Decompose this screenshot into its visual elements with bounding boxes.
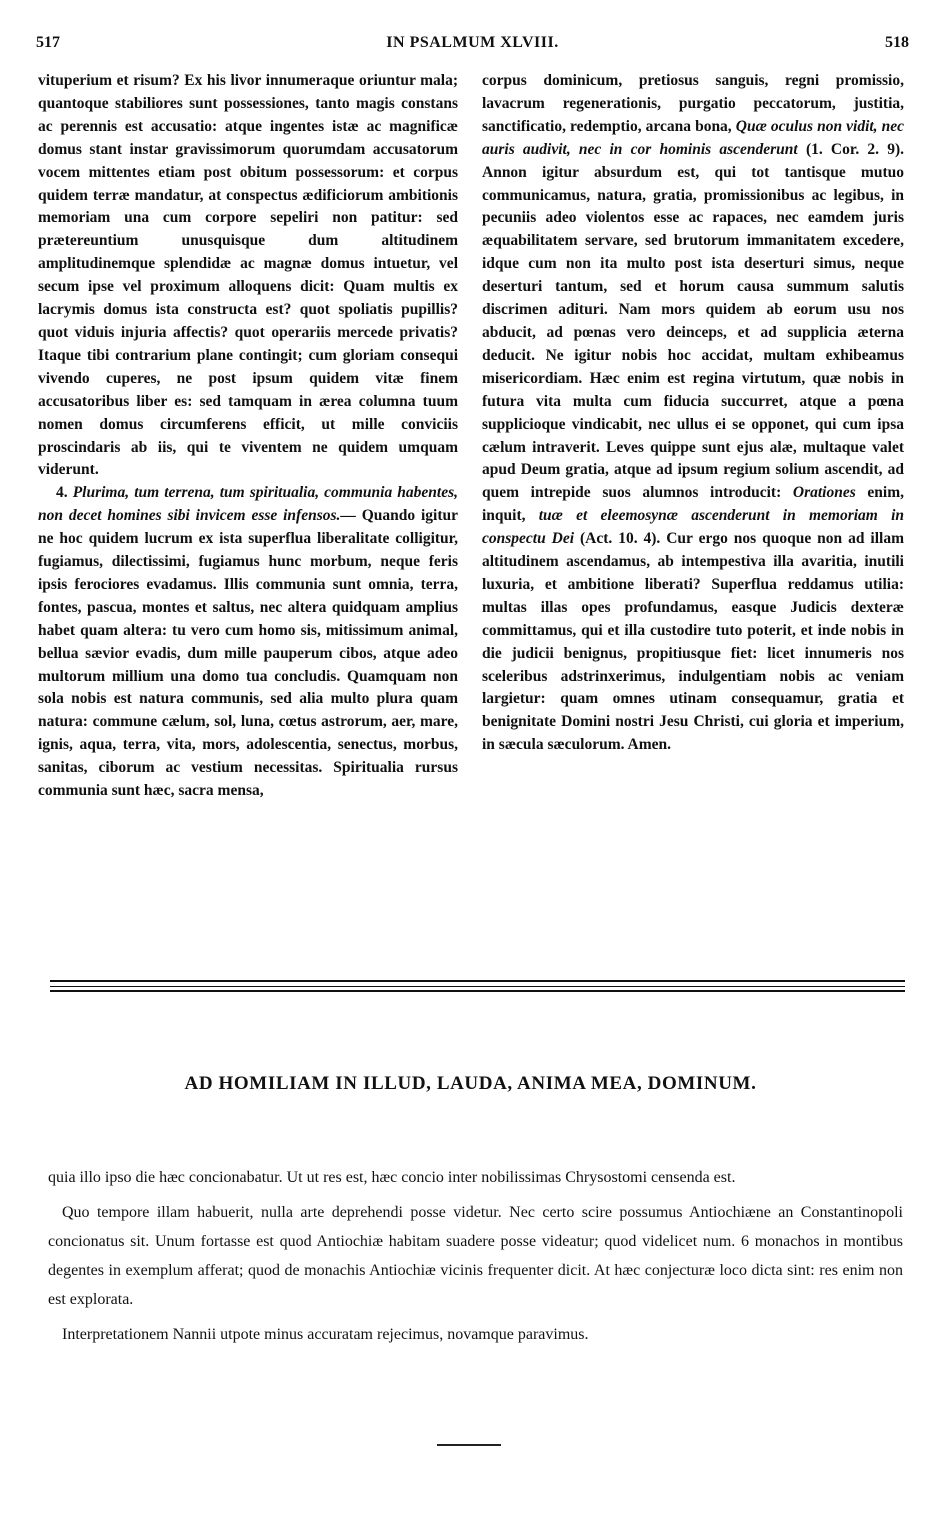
right-paragraph (482, 70, 904, 757)
scripture-quote-2: Orationes (792, 484, 856, 502)
scripture-ref-1: (1. Cor. 2. 9). (805, 140, 904, 158)
running-header (36, 34, 909, 56)
right-column (482, 70, 904, 757)
separator-rule (50, 980, 905, 982)
scripture-quote-1: Quæ oculus non vidit, nec auris audivit, nec in cor hominis ascenderunt (482, 117, 904, 158)
end-rule (437, 1444, 501, 1446)
intro-paragraph-3: Interpretationem Nannii utpote minus accuratam rejecimus, novamque paravimus. (62, 1326, 589, 1343)
section-number: 4. (56, 484, 68, 502)
scripture-quote-3: tuæ et eleemosynæ ascenderunt in memoriam in conspectu Dei (482, 507, 904, 548)
section-text: Quando igitur ne hoc quidem lucrum ex ista superflua liberalitate colligitur, fugiamus, dilectissimi, fugiamus hunc morbum, neque feris ipsis ferociores evadamus. Illis communia sunt omnia, terra, fontes, pascua, montes et saltus, nec altera quidquam amplius habet quam altera: tu vero cum homo sis, mitissimum animal, bellua sævior evadis, dum mille pauperum cibos, atque adeo multorum millium una domo tua concludis. Quamquam non sola nobis est natura communis, sed alia multo plura quam natura: commune cælum, sol, luna, cœtus astrorum, aer, mare, ignis, aqua, terra, vita, mors, adolescentia, senectus, morbus, sanitas, ciborum ac vestium necessitas. Spiritualia rursus communia sunt hæc, sacra mensa, (38, 507, 459, 800)
separator-rule (50, 990, 905, 992)
page-number-left: 517 (36, 34, 60, 51)
right-text-1: corpus dominicum, pretiosus sanguis, regni promissio, lavacrum regenerationis, purgatio peccatorum, justitia, sanctificatio, redemptio, arcana bona, (482, 72, 904, 135)
separator-rule (50, 986, 905, 987)
intro-paragraph-1: quia illo ipso die hæc concionabatur. Ut ut res est, hæc concio inter nobilissimas Chrysostomi censenda est. (48, 1169, 736, 1186)
right-text-2: Annon igitur absurdum est, qui tot tantisque mutuo communicamus, natura, gratia, promissionibus ac legibus, in pecuniis adeo violentos esse ac rapaces, nec eamdem juris æquabilitatem servare, sed brutorum immanitatem excedere, idque cum non ita multo post ista deserturi simus, neque deserturi tantum, sed et horum causa summum salutis discrimen adituri. Nam mors quidem ab eorum usu nos abducit, ad pœnas vero deinceps, et ad supplicia æterna deducit. Ne igitur nobis hoc accidat, multam exhibeamus misericordiam. Hæc enim est regina virtutum, quæ nobis in futura vita multa cum fiducia succurret, atque a pœna supplicioque vindicabit, nec ullus ei se opponet, qui cum ipsa cælum intraverit. Leves quippe sunt ejus alæ, multaque valet apud Deum gratia, atque ad ipsum regium solium ascendit, ad quem intrepide suos alumnos introducit: (482, 163, 904, 502)
left-paragraph-1: vituperium et risum? Ex his livor innumeraque oriuntur mala; quantoque stabiliores sunt possessiones, tanto magis constans ac perennis est accusatio: atque ingentes istæ ac magnificæ domus stant instar gravissimorum quorumdam accusatorum vocem mittentes etiam post obitum possessorum: et corpus quidem terræ mandatur, at conspectus ædificiorum ambitionis memoriam una cum corpore sepeliri non patitur: sed prætereuntium unusquisque dum altitudinem amplitudinemque splendidæ ac magnæ domus intuetur, vel secum ipse vel proximum alloquens dicit: Quam multis ex lacrymis domus ista constructa est? quot spoliatis pupillis? quot viduis injuria affectis? quot operariis mercede privatis? Itaque tibi contrarium plane contingit; cum gloriam consequi vivendo cuperes, ne post ipsum quidem vitæ finem accusatoribus liber es: sed tamquam in ærea columna tuum nomen domus circumferens efficit, ut mille conviciis proscindaris ab iis, qui te viventem ne quidem umquam viderunt. (38, 72, 458, 479)
running-title: IN PSALMUM XLVIII. (386, 34, 559, 51)
scripture-ref-2: (Act. 10. 4). (579, 530, 661, 548)
introduction (48, 1163, 903, 1355)
left-paragraph-2 (38, 482, 458, 803)
left-column (38, 70, 458, 803)
intro-paragraph-2: Quo tempore illam habuerit, nulla arte deprehendi posse videtur. Nec certo scire possumus Antiochiæne an Constantinopoli concionatus sit. Unum fortasse est quod Antiochiæ habitam suadere posse videatur; quod videlicet num. 6 monachos in montibus degentes in exemplum afferat; quod de monachis Antiochiæ vicinis frequenter dicit. At hæc conjecturæ loco dicta sint: res enim non est explorata. (48, 1204, 903, 1308)
section-title: AD HOMILIAM IN ILLUD, LAUDA, ANIMA MEA, DOMINUM. (184, 1073, 757, 1094)
right-text-3: enim, inquit, (482, 484, 905, 525)
right-text-4: Cur ergo nos quoque non ad illam altitudinem ascendamus, ab intempestiva illa avaritia, inutili luxuria, et ambitione liberati? Superflua reddamus utilia: multas illas opes profundamus, easque Judicis dexteræ committamus, qui et illa custodire tuto poterit, et inde nobis in die judicii benignus, propitiusque fiet: licet innumeris nos sceleribus adstrinxerimus, indulgentiam nobis ac veniam largietur: quam omnes utinam consequamur, gratia et benignitate Domini nostri Jesu Christi, cui gloria et imperium, in sæcula sæculorum. Amen. (482, 530, 904, 754)
page-number-right: 518 (885, 34, 909, 51)
section-summary: Plurima, tum terrena, tum spiritualia, communia habentes, non decet homines sibi invicem esse infensos.— (38, 484, 458, 525)
